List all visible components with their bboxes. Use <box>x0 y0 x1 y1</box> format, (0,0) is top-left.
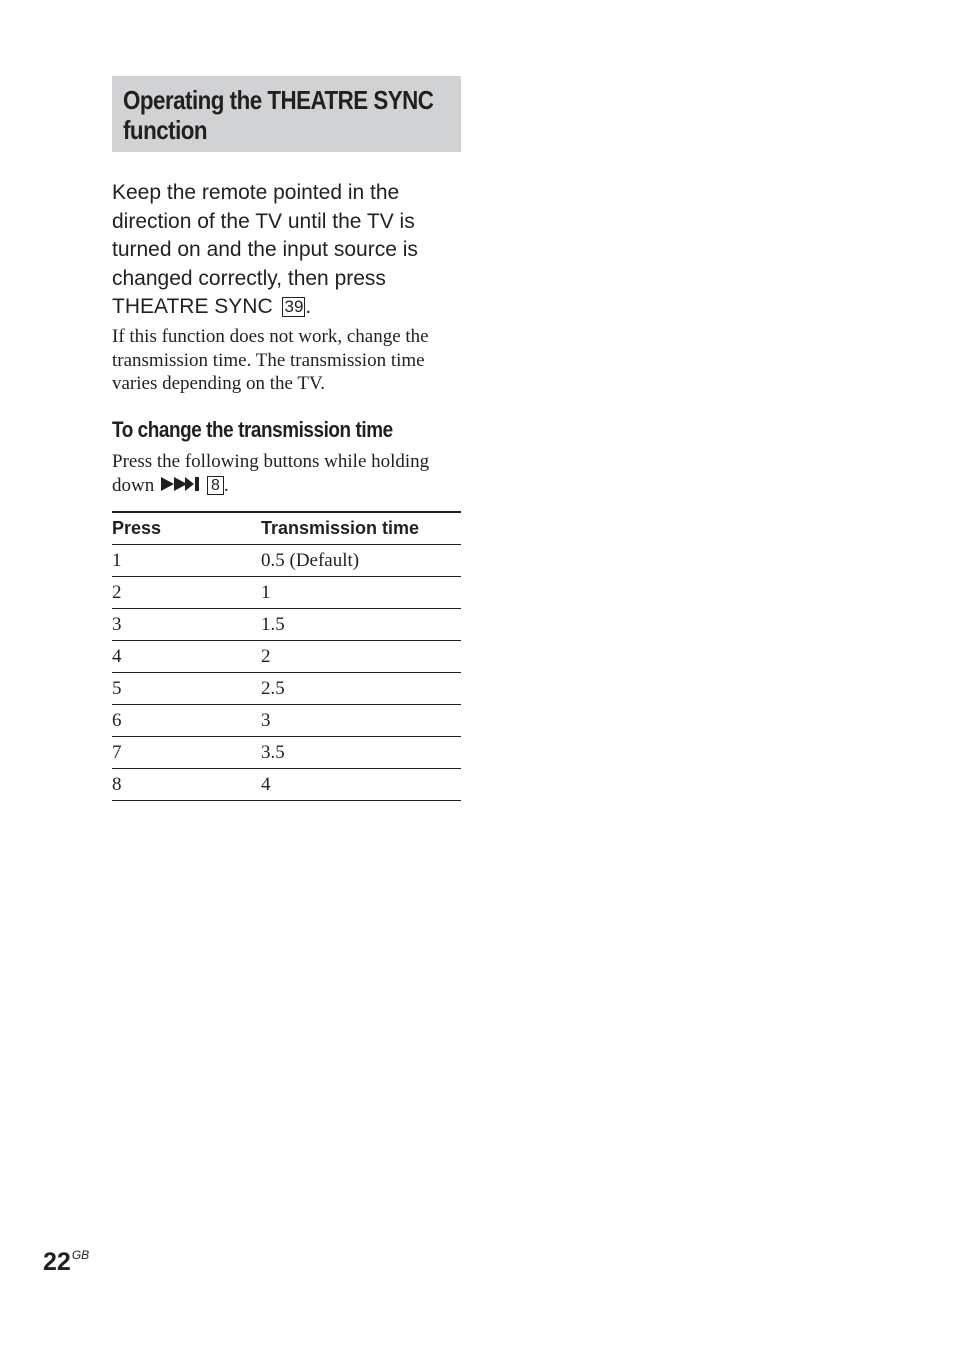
press-cell: 8 <box>112 769 261 801</box>
subsection-text: Press the following buttons while holding down <box>112 451 430 496</box>
transmission-time-table <box>112 511 461 801</box>
page-number-value: 22 <box>43 1248 71 1276</box>
time-cell: 4 <box>261 769 461 801</box>
section-title-banner <box>112 76 461 152</box>
table-row <box>112 737 461 769</box>
subsection-title: To change the transmission time <box>112 417 393 442</box>
next-skip-icon <box>161 475 201 500</box>
table-row <box>112 769 461 801</box>
table-header-row <box>112 512 461 545</box>
page-number <box>43 1248 89 1277</box>
time-cell: 1.5 <box>261 609 461 641</box>
table-row <box>112 673 461 705</box>
time-cell: 2 <box>261 641 461 673</box>
time-cell: 3 <box>261 705 461 737</box>
note-paragraph: If this function does not work, change the transmission time. The transmission time varies depending on the TV. <box>112 326 429 394</box>
subsection-instruction: Press the following buttons while holding down 8 . <box>112 450 464 499</box>
column-header-transmission-time: Transmission time <box>261 512 461 545</box>
column-header-press: Press <box>112 512 261 545</box>
table-row <box>112 641 461 673</box>
press-cell: 3 <box>112 609 261 641</box>
time-cell: 1 <box>261 577 461 609</box>
press-cell: 4 <box>112 641 261 673</box>
time-cell: 2.5 <box>261 673 461 705</box>
press-cell: 6 <box>112 705 261 737</box>
key-number-badge: 8 <box>207 476 224 495</box>
table-row <box>112 545 461 577</box>
press-cell: 1 <box>112 545 261 577</box>
section-title: Operating the THEATRE SYNC function <box>123 85 434 145</box>
press-cell: 7 <box>112 737 261 769</box>
table-row <box>112 705 461 737</box>
press-cell: 2 <box>112 577 261 609</box>
table-row <box>112 609 461 641</box>
time-cell: 3.5 <box>261 737 461 769</box>
key-number-badge: 39 <box>284 297 304 317</box>
step-text: Keep the remote pointed in the direction of the TV until the TV is turned on and the input source is changed correctly, then press THEATRE SYNC <box>112 181 418 319</box>
press-cell: 5 <box>112 673 261 705</box>
page-region-code: GB <box>71 1248 90 1262</box>
time-cell: 0.5 (Default) <box>261 545 461 577</box>
step-instruction: Keep the remote pointed in the direction of the TV until the TV is turned on and the input source is changed correctly, then press THEATRE SYNC 39. <box>112 181 418 319</box>
table-row <box>112 577 461 609</box>
